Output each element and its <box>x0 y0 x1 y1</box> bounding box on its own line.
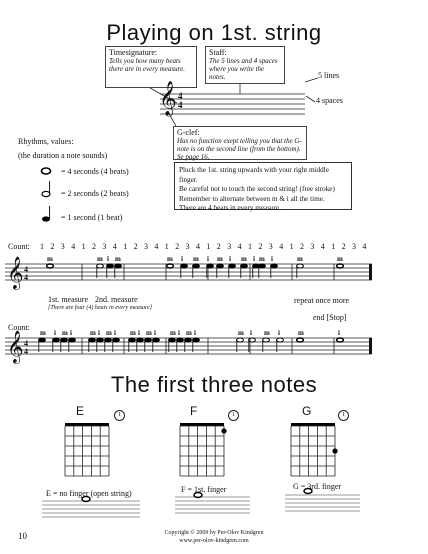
finger-letter: i <box>154 329 156 337</box>
count-digit: 1 <box>206 242 211 251</box>
finger-letter: i <box>278 329 280 337</box>
finger-letter: m <box>193 255 199 263</box>
count-digit: 4 <box>279 242 284 251</box>
count-digit: 4 <box>362 242 367 251</box>
measure-note: [There are four (4) beats in every measure] <box>48 305 153 311</box>
string-number-circle: 1 <box>228 410 239 421</box>
time-signature-icon: 4 4 <box>178 91 183 110</box>
chord-name-f: F <box>190 404 198 418</box>
staff-head: Staff: <box>209 48 227 57</box>
finger-letter: m <box>259 255 265 263</box>
count-digit: 2 <box>300 242 304 251</box>
string-number-circle: 1 <box>338 410 349 421</box>
time-signature-icon: 4 4 <box>24 265 28 282</box>
end-label: end [Stop] <box>313 313 347 322</box>
count-digit: 3 <box>310 242 315 251</box>
finger-letter: i <box>138 329 140 337</box>
count-digit: 3 <box>227 242 232 251</box>
count-digit: 1 <box>248 242 252 251</box>
finger-letter: m <box>297 255 303 263</box>
finger-letter: i <box>114 329 116 337</box>
count-digit: 2 <box>175 242 180 251</box>
count-digit: 2 <box>341 242 346 251</box>
caption-g: G = 3rd. finger <box>293 482 342 491</box>
count-digit: 2 <box>92 242 96 251</box>
count-digit: 4 <box>196 242 200 251</box>
four-spaces-label: 4 spaces <box>316 96 343 105</box>
finger-letter: m <box>170 329 176 337</box>
count-digit: 4 <box>154 242 159 251</box>
finger-letter: i <box>181 255 183 263</box>
finger-letter: i <box>229 255 231 263</box>
finger-letter: m <box>264 329 270 337</box>
timesignature-head: Timesignature: <box>109 48 158 57</box>
count-digit: 1 <box>289 242 294 251</box>
count-digit: 3 <box>102 242 107 251</box>
g-clef-icon: 𝄞 <box>7 332 24 363</box>
finger-letter: m <box>106 329 112 337</box>
rhythm-half: = 2 seconds (2 beats) <box>61 189 129 198</box>
finger-letter: i <box>70 329 72 337</box>
string-number-circle: 1 <box>114 410 125 421</box>
instruction-line: Be careful not to touch the second string! (free stroke) <box>179 185 335 193</box>
rhythm-whole: = 4 seconds (4 beats) <box>61 167 129 176</box>
count-digit: 3 <box>144 242 148 251</box>
count-digit: 2 <box>216 242 221 251</box>
finger-letter: m <box>90 329 96 337</box>
g-clef-icon: 𝄞 <box>7 258 24 289</box>
finger-letter: i <box>250 329 252 337</box>
count-digit: 1 <box>331 242 336 251</box>
finger-letter: m <box>298 329 304 337</box>
g-clef-icon: 𝄞 <box>159 82 177 115</box>
finger-letter: i <box>271 255 273 263</box>
finger-letter: m <box>337 255 343 263</box>
count-digit: 3 <box>60 242 65 251</box>
count-digit: 4 <box>71 242 76 251</box>
five-lines-label: 5 lines <box>318 71 340 80</box>
finger-letter: m <box>97 255 103 263</box>
chord-name-e: E <box>76 404 85 418</box>
count-label-2: Count: <box>8 323 30 332</box>
count-digit: 3 <box>185 242 190 251</box>
finger-letter: m <box>241 255 247 263</box>
repeat-label: repeat once more <box>294 296 350 305</box>
count-digit: 4 <box>320 242 325 251</box>
finger-letter: i <box>338 329 340 337</box>
finger-letter: i <box>194 329 196 337</box>
finger-letter: m <box>40 329 46 337</box>
gclef-head: G-clef: <box>177 128 200 137</box>
gclef-body: Has no function exept telling you that the G-note is on the second line (from the bottom). Se page 16. <box>177 137 302 161</box>
count-digit: 1 <box>123 242 128 251</box>
finger-letter: m <box>186 329 192 337</box>
timesignature-body: Tells you how many beats there are in every measure. <box>109 57 185 73</box>
copyright: Copyright © 2009 by Per-Olov Kindgren <box>164 530 264 536</box>
count-digit: 3 <box>268 242 273 251</box>
finger-letter: i <box>107 255 109 263</box>
instruction-line: Remember to alternate between m & i all the time. <box>179 194 325 203</box>
note-g-icon <box>304 489 312 494</box>
measure2-label: 2nd. measure <box>95 295 138 304</box>
page-number: 10 <box>18 531 27 541</box>
caption-e: E = no finger (open string) <box>46 489 132 498</box>
section-title: The first three notes <box>110 372 318 397</box>
finger-letter: m <box>115 255 121 263</box>
finger-letter: m <box>146 329 152 337</box>
instruction-line: There are 4 beats in every measure. <box>179 204 281 212</box>
count-digit: 2 <box>50 242 55 251</box>
note-f-icon <box>194 493 202 498</box>
measure1-label: 1st. measure <box>48 295 88 304</box>
footer-url: www.per-olov-kindgren.com <box>179 538 249 544</box>
time-signature-icon: 4 4 <box>24 339 28 356</box>
finger-letter: i <box>207 255 209 263</box>
count-digit: 1 <box>81 242 86 251</box>
staff-body: The 5 lines and 4 spaces where you write the notes. <box>209 57 278 81</box>
count-label-1: Count: <box>8 242 30 251</box>
count-digit: 4 <box>237 242 242 251</box>
count-digit: 2 <box>258 242 263 251</box>
finger-letter: i <box>98 329 100 337</box>
finger-letter: m <box>167 255 173 263</box>
rhythms-head: Rhythms, values: <box>18 137 74 146</box>
finger-letter: m <box>217 255 223 263</box>
count-digit: 1 <box>164 242 169 251</box>
page-title: Playing on 1st. string <box>106 20 322 45</box>
rhythm-quarter: = 1 second (1 beat) <box>61 213 123 222</box>
count-digit: 2 <box>133 242 138 251</box>
instruction-line: Pluck the 1st. string upwards with your right middle finger. <box>179 166 329 184</box>
rhythms-sub: (the duration a note sounds) <box>18 151 108 160</box>
finger-letter: m <box>47 255 53 263</box>
finger-letter: m <box>62 329 68 337</box>
count-digit: 1 <box>40 242 44 251</box>
finger-letter: i <box>253 255 255 263</box>
caption-f: F = 1st. finger <box>181 485 227 494</box>
chord-name-g: G <box>302 404 312 418</box>
count-digit: 3 <box>352 242 356 251</box>
finger-letter: m <box>130 329 136 337</box>
count-digit: 4 <box>112 242 117 251</box>
finger-letter: i <box>178 329 180 337</box>
finger-letter: i <box>54 329 56 337</box>
finger-letter: m <box>238 329 244 337</box>
note-e-icon <box>82 497 90 502</box>
